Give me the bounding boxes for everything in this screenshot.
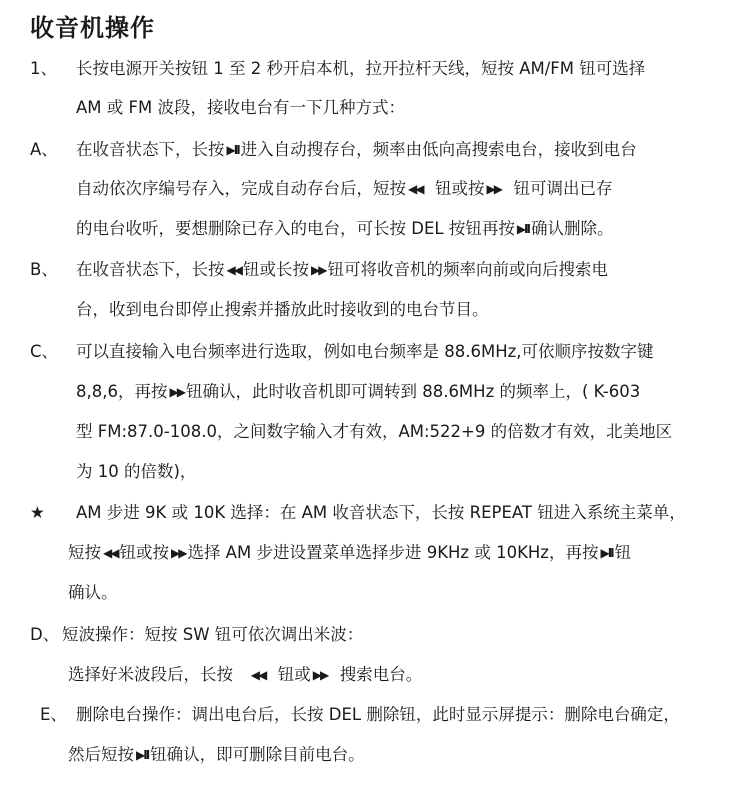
- section-star-line-3: 确认。: [68, 583, 118, 602]
- section-b-marker: B、: [30, 260, 58, 279]
- section-d-marker: D、: [30, 625, 60, 644]
- next-icon: ▶▶: [170, 546, 186, 560]
- section-1-line-1: 长按电源开关按钮 1 至 2 秒开启本机，拉开拉杆天线，短按 AM/FM 钮可选择: [76, 59, 646, 78]
- next-icon: ▶▶: [169, 385, 184, 399]
- section-c-marker: C、: [30, 342, 59, 361]
- page-title: 收音机操作: [30, 14, 155, 42]
- section-b-line-2: 台，收到电台即停止搜索并播放此时接收到的电台节目。: [76, 300, 489, 319]
- section-1-marker: 1、: [30, 59, 57, 78]
- section-c-line-4: 为 10 的倍数)，: [76, 462, 197, 481]
- section-star-line-2: 短按 ◀◀ 钮或按 ▶▶ 选择 AM 步进设置菜单选择步进 9KHz 或 10KHz，再按 ▶II 钮: [68, 541, 631, 565]
- section-c-line-1: 可以直接输入电台频率进行选取，例如电台频率是 88.6MHz,可依顺序按数字键: [76, 342, 654, 361]
- prev-icon: ◀◀: [250, 668, 266, 682]
- section-star-marker: ★: [30, 503, 45, 522]
- play-pause-icon: ▶II: [136, 748, 149, 762]
- section-c-line-3: 型 FM:87.0-108.0，之间数字输入才有效，AM:522+9 的倍数才有效，北美地区: [76, 422, 673, 441]
- next-icon: ▶▶: [312, 668, 328, 682]
- section-e-line-1: 删除电台操作：调出电台后，长按 DEL 删除钮，此时显示屏提示：删除电台确定，: [76, 705, 680, 724]
- section-e-line-2: 然后短按 ▶II 钮确认，即可删除目前电台。: [68, 743, 365, 767]
- section-star-line-1: AM 步进 9K 或 10K 选择：在 AM 收音状态下，长按 REPEAT 钮进入系统主菜单，: [76, 503, 686, 522]
- play-pause-icon: ▶II: [600, 546, 613, 560]
- section-d-line-1: 短波操作：短按 SW 钮可依次调出米波：: [62, 625, 364, 644]
- prev-icon: ◀◀: [408, 182, 423, 196]
- section-a-line-3: 的电台收听，要想删除已存入的电台，可长按 DEL 按钮再按 ▶II 确认删除。: [76, 217, 614, 241]
- section-a-line-1: 在收音状态下，长按 ▶II 进入自动搜存台，频率由低向高搜索电台，接收到电台: [76, 138, 637, 162]
- next-icon: ▶▶: [310, 263, 326, 277]
- next-icon: ▶▶: [486, 182, 501, 196]
- section-1-line-2: AM 或 FM 波段，接收电台有一下几种方式：: [76, 98, 405, 117]
- section-a-marker: A、: [30, 140, 58, 159]
- prev-icon: ◀◀: [226, 263, 241, 277]
- section-b-line-1: 在收音状态下，长按 ◀◀ 钮或长按 ▶▶ 钮可将收音机的频率向前或向后搜索电: [76, 258, 608, 282]
- section-d-line-2: 选择好米波段后，长按 ◀◀ 钮或 ▶▶ 搜索电台。: [68, 663, 422, 687]
- prev-icon: ◀◀: [103, 546, 118, 560]
- section-e-marker: E、: [40, 705, 67, 724]
- play-pause-icon: ▶II: [226, 143, 239, 157]
- section-c-line-2: 8,8,6，再按 ▶▶ 钮确认，此时收音机即可调转到 88.6MHz 的频率上，( K-603: [76, 380, 640, 404]
- play-pause-icon: ▶II: [516, 222, 529, 236]
- section-a-line-2: 自动依次序编号存入，完成自动存台后，短按 ◀◀ 钮或按 ▶▶ 钮可调出已存: [76, 177, 612, 201]
